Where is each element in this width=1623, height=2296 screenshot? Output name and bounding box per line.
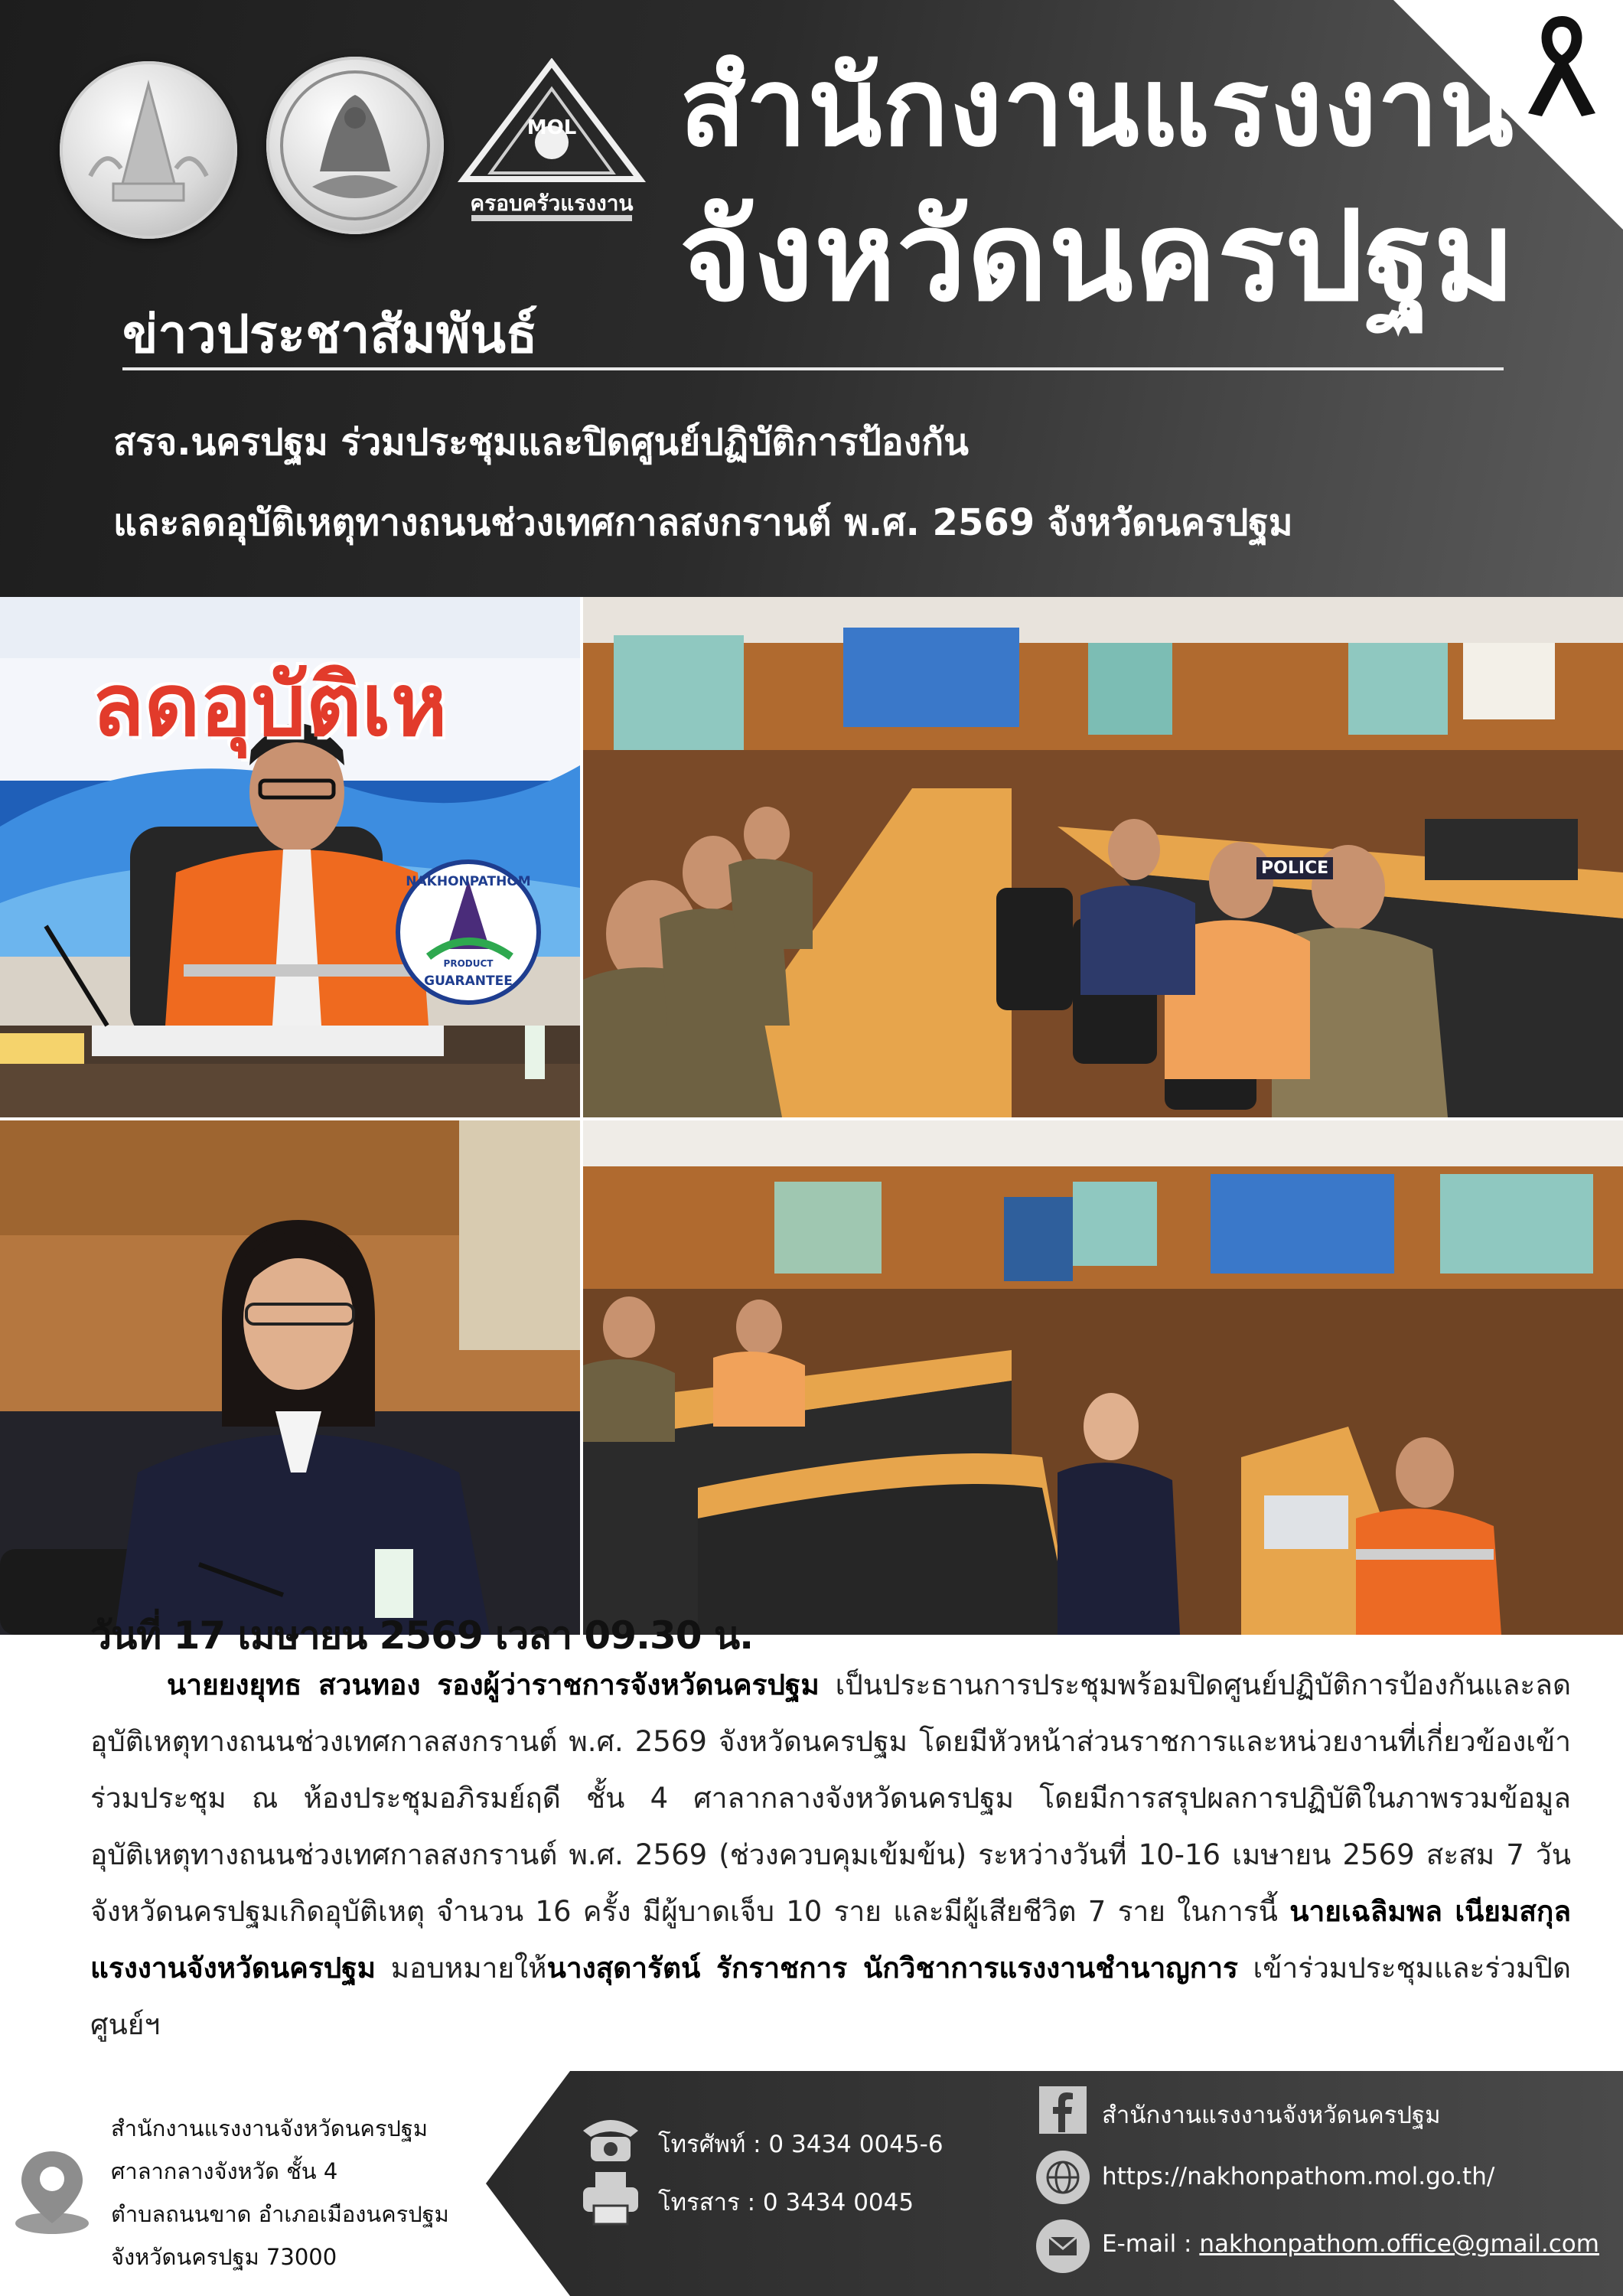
black-ribbon-icon [1519, 14, 1605, 124]
mol-logo-text: MOL [526, 116, 577, 139]
globe-icon [1036, 2151, 1090, 2204]
address-line-4: จังหวัดนครปฐม 73000 [111, 2244, 337, 2270]
email-contact [1102, 2230, 1599, 2258]
office-title-line2: จังหวัดนครปฐม [680, 185, 1517, 329]
facebook-icon [1039, 2086, 1087, 2134]
body-text-3: เข้าร่วมประชุมและร่วมปิดศูนย์ฯ [90, 1952, 1571, 2041]
header-divider [122, 367, 1504, 370]
body-text-1: เป็นประธานการประชุมพร้อมปิดศูนย์ปฏิบัติการป้องกันและลดอุบัติเหตุทางถนนช่วงเทศกาลสงกรานต์ พ.ศ. 2569 จังหวัดนครปฐม โดยมีหัวหน้าส่วนราชการและหน่วยงานที่เกี่ยวข้องเข้าร่วมประชุม ณ ห้องประชุมอภิรมย์ฤดี ชั้น 4 ศาลากลางจังหวัดนครปฐม โดยมีการสรุปผลการปฏิบัติในภาพรวมข้อมูลอุบัติเหตุทางถนนช่วงเทศกาลสงกรานต์ พ.ศ. 2569 (ช่วงควบคุมเข้มข้น) ระหว่างวันที่ 10-16 เมษายน 2569 สะสม 7 วัน จังหวัดนครปฐมเกิดอุบัติเหตุ จำนวน 16 ครั้ง มีผู้บาดเจ็บ 10 ราย และมีผู้เสียชีวิต 7 ราย ในการนี้ [90, 1668, 1571, 1928]
header-banner [0, 0, 1623, 597]
banner-text: ลดอุบัติเห [92, 656, 448, 755]
body-bold-provincial-labour: นายเฉลิมพล เนียมสกุล แรงงานจังหวัดนครปฐม [90, 1895, 1571, 1985]
mol-family-logo [456, 58, 647, 234]
body-bold-officer: นางสุดารัตน์ รักราชการ นักวิชาการแรงงานชำนาญการ [546, 1952, 1238, 1985]
mail-icon [1036, 2219, 1090, 2273]
address-line-3: ตำบลถนนขาด อำเภอเมืองนครปฐม [111, 2201, 449, 2227]
email-label: E-mail : [1102, 2230, 1200, 2258]
ministry-of-labour-seal-logo [266, 57, 444, 234]
mol-logo-caption: ครอบครัวแรงงาน [470, 191, 634, 216]
website-link[interactable]: https://nakhonpathom.mol.go.th/ [1102, 2163, 1495, 2190]
police-patch-text: POLICE [1256, 857, 1333, 879]
guarantee-badge-product: PRODUCT [443, 958, 494, 969]
address-line-2: ศาลากลางจังหวัด ชั้น 4 [111, 2158, 338, 2184]
press-release-label: ข่าวประชาสัมพันธ์ [122, 305, 538, 365]
office-address [111, 2107, 449, 2278]
guarantee-badge-text: NAKHONPATHOM [406, 874, 531, 889]
location-pin-icon [12, 2147, 92, 2239]
address-line-1: สำนักงานแรงงานจังหวัดนครปฐม [111, 2115, 429, 2141]
body-text-2: มอบหมายให้ [376, 1952, 547, 1985]
facebook-page-link[interactable]: สำนักงานแรงงานจังหวัดนครปฐม [1102, 2102, 1441, 2129]
body-bold-vice-governor: นายยงยุทธ สวนทอง รองผู้ว่าราชการจังหวัดนครปฐม [167, 1668, 820, 1701]
headline-line1: สรจ.นครปฐม ร่วมประชุมและปิดศูนย์ปฏิบัติการป้องกัน [113, 421, 969, 464]
fax-icon [580, 2170, 641, 2229]
event-date-line: วันที่ 17 เมษายน 2569 เวลา 09.30 น. [90, 1613, 754, 1658]
province-seal-logo [60, 61, 237, 239]
photo-labour-officer [0, 1120, 580, 1635]
headline-line2: และลดอุบัติเหตุทางถนนช่วงเทศกาลสงกรานต์ พ.ศ. 2569 จังหวัดนครปฐม [113, 501, 1293, 544]
telephone-icon [580, 2114, 641, 2167]
photo-meeting-room-wide [583, 597, 1623, 1117]
phone-number[interactable]: โทรศัพท์ : 0 3434 0045-6 [658, 2131, 943, 2158]
office-title-line1: สำนักงานแรงงาน [680, 44, 1514, 171]
guarantee-badge-subtext: GUARANTEE [424, 974, 513, 989]
photo-meeting-room-second [583, 1120, 1623, 1635]
photo-vice-governor [0, 597, 580, 1117]
email-link[interactable]: nakhonpathom.office@gmail.com [1199, 2230, 1599, 2258]
fax-number[interactable]: โทรสาร : 0 3434 0045 [658, 2189, 914, 2216]
article-body [90, 1657, 1571, 2053]
